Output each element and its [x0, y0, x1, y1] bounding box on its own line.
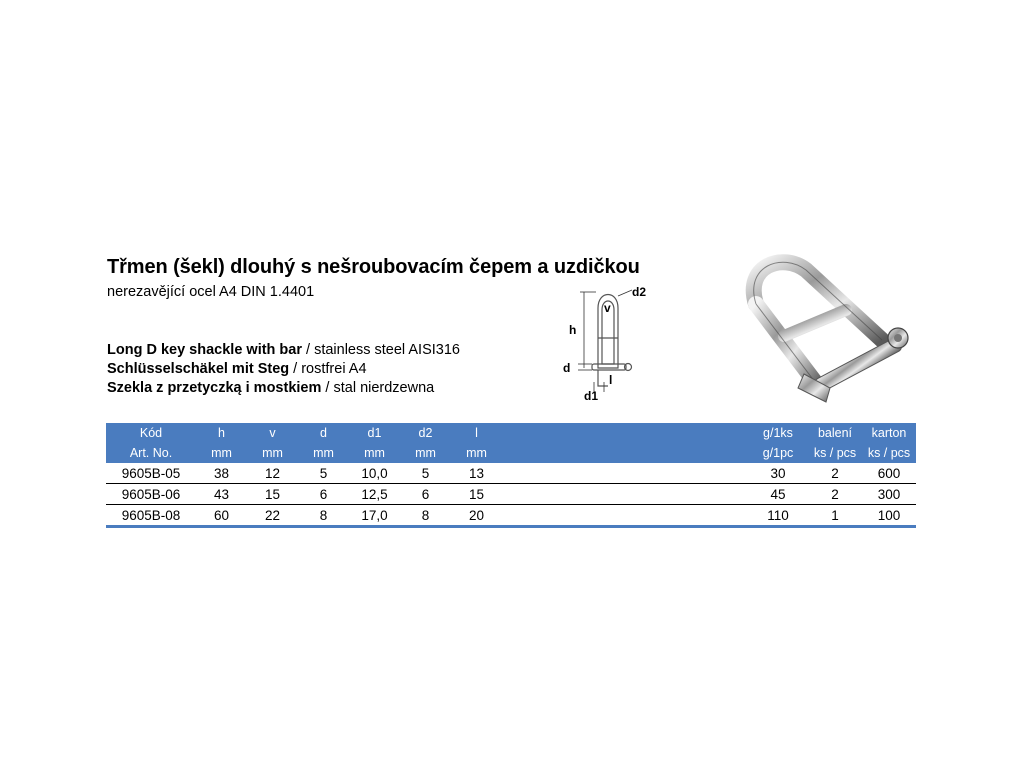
product-subtitle: nerezavějící ocel A4 DIN 1.4401: [107, 284, 315, 300]
table-cell: 45: [748, 484, 808, 505]
label-v: v: [604, 301, 611, 315]
shackle-photo: [722, 246, 912, 414]
label-d2: d2: [632, 285, 647, 299]
table-cell: 6: [298, 484, 349, 505]
label-d1: d1: [584, 389, 599, 403]
header-cell: l: [451, 423, 502, 443]
table-row: [106, 484, 916, 505]
header-cell: balení: [808, 423, 862, 443]
header-cell: [502, 443, 748, 463]
table-header-row: [106, 443, 916, 463]
dimension-diagram: [556, 278, 656, 404]
header-cell: mm: [451, 443, 502, 463]
label-d: d: [563, 361, 571, 375]
table-cell: 2: [808, 484, 862, 505]
table-cell: 100: [862, 505, 916, 527]
table-cell: 17,0: [349, 505, 400, 527]
header-cell: d1: [349, 423, 400, 443]
table-row: [106, 463, 916, 484]
table-cell: 38: [196, 463, 247, 484]
table-cell: 9605B-08: [106, 505, 196, 527]
table-cell: [502, 505, 748, 527]
table-header-row: [106, 423, 916, 443]
table-cell: 2: [808, 463, 862, 484]
label-h: h: [569, 323, 577, 337]
header-cell: Art. No.: [106, 443, 196, 463]
table-row: [106, 505, 916, 527]
header-cell: ks / pcs: [808, 443, 862, 463]
table-cell: 15: [451, 484, 502, 505]
header-cell: v: [247, 423, 298, 443]
table-cell: 5: [400, 463, 451, 484]
header-cell: karton: [862, 423, 916, 443]
table-cell: 600: [862, 463, 916, 484]
table-cell: 10,0: [349, 463, 400, 484]
header-cell: d: [298, 423, 349, 443]
label-l: l: [609, 373, 613, 387]
header-cell: mm: [349, 443, 400, 463]
table-cell: 12,5: [349, 484, 400, 505]
table-cell: 300: [862, 484, 916, 505]
header-cell: g/1pc: [748, 443, 808, 463]
table-cell: 8: [400, 505, 451, 527]
description-de: Schlüsselschäkel mit Steg / rostfrei A4: [107, 361, 367, 377]
table-cell: 1: [808, 505, 862, 527]
table-cell: 30: [748, 463, 808, 484]
description-en: Long D key shackle with bar / stainless steel AISI316: [107, 342, 460, 358]
specification-table: [106, 423, 916, 528]
header-cell: mm: [298, 443, 349, 463]
header-cell: mm: [400, 443, 451, 463]
table-cell: 9605B-05: [106, 463, 196, 484]
table-cell: 20: [451, 505, 502, 527]
table-cell: 110: [748, 505, 808, 527]
header-cell: ks / pcs: [862, 443, 916, 463]
table-cell: 15: [247, 484, 298, 505]
header-cell: [502, 423, 748, 443]
product-title: Třmen (šekl) dlouhý s nešroubovacím čepem a uzdičkou: [107, 256, 640, 278]
header-cell: mm: [196, 443, 247, 463]
header-cell: g/1ks: [748, 423, 808, 443]
table-cell: [502, 463, 748, 484]
header-cell: h: [196, 423, 247, 443]
table-cell: 8: [298, 505, 349, 527]
table-cell: 12: [247, 463, 298, 484]
header-cell: d2: [400, 423, 451, 443]
table-cell: 22: [247, 505, 298, 527]
header-cell: mm: [247, 443, 298, 463]
table-cell: [502, 484, 748, 505]
table-cell: 5: [298, 463, 349, 484]
header-cell: Kód: [106, 423, 196, 443]
table-cell: 43: [196, 484, 247, 505]
table-cell: 13: [451, 463, 502, 484]
description-pl: Szekla z przetyczką i mostkiem / stal nierdzewna: [107, 380, 435, 396]
table-cell: 9605B-06: [106, 484, 196, 505]
table-cell: 6: [400, 484, 451, 505]
table-cell: 60: [196, 505, 247, 527]
